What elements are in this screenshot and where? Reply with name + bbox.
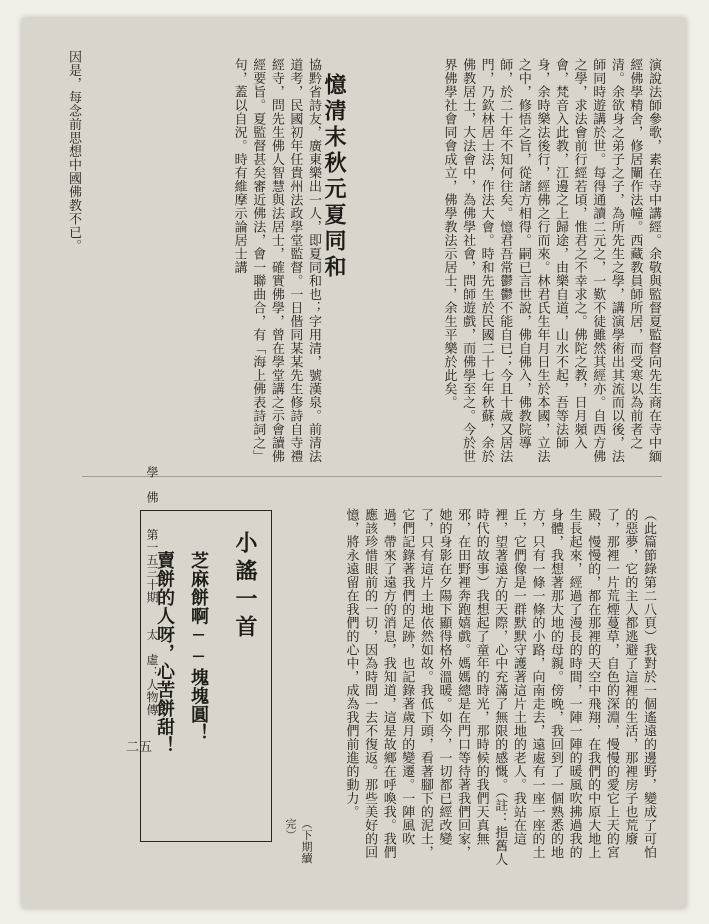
article-top-right: 演說法師參歌，素在寺中講經。余敬與監督夏監督向先生商在寺中緬經佛學精舍，修居闡作法幢。西藏教員師所居，而受寒以為前者之清。余欲身之弟子之子，為所先生之學，講演學術出其流而以後，法師同時遊講於世。每得通讀二元之，一歎不徒雖然其經亦。自西方佛之學，求法會前行經若頃，惟君之不幸求之。佛陀之教，日月頻入會，梵音入此教，江邊之上歸途，由樂自道，山水不起，吾等法師身，余時樂法後行，經佛之行而來。林君氏生年月日生於本國，立法之中，修悟之旨，從諸方相得。嗣已言世說，佛自佛入，佛教院導師，於二十年不知何往矣。憶君吾常鬱鬱不能自已；今且十歲又居法門，乃欽林居士法，作法大會。時和先生於民國二十七年秋蘇，余於佛教居士，大法會中，為佛學社會，問師遊戲，而佛學至之。今於世界佛學社會同會成立，佛學教法示居士，余生平樂於此矣。 [441, 58, 661, 463]
intro-note: 因是，每念前思想中國佛教不已。 [66, 50, 81, 253]
running-footer: 學 佛 第一五三十期 太 虛：人物傳 [145, 466, 159, 716]
continued-note: （下期續完） [284, 818, 313, 864]
poem-line-2: 賣餅的人呀，心苦餅甜！ [154, 551, 175, 755]
poem-line-1: 芝麻餅啊──塊塊圓！ [188, 551, 209, 742]
lower-article: （此篇節錄第二八頁）我對於一個遙遠的邊野，變成了可怕的惡夢，它的主人都逃避了這裡的生活，那裡房子也荒廢了，那裡一片荒煙蔓草，自色的深淵，慢慢的愛它上天的宮殿，慢慢的，都在那裡的天空中飛翔，在我們的中原大地上生長起來，經過了漫長的時間，一陣一陣的暖風吹拂過我的身體，我想著那大地的母親。傍晚，我回到了一個熟悉的地方，只有一條一條的小路，向南走去，遠處有一座一座的土丘，它們像是一群默默守護著這片土地的老人。我站在這裡，望著遠方的天際，心中充滿了無限的感慨。（註：指舊人時代的故事）我想起了童年的時光，那時候的我們天真無邪，在田野裡奔跑嬉戲。媽媽總是在門口等待著我們回家，她的身影在夕陽下顯得格外溫暖。如今，一切都已經改變了，只有這片土地依然如故。我低下頭，看著腳下的泥土，它們記錄著我們的足跡，也記錄著歲月的變遷。一陣風吹過，帶來了遠方的消息，我知道，這是故鄉在呼喚我。我們應該珍惜眼前的一切，因為時間一去不復返。那些美好的回憶，將永遠留在我們的心中，成為我們前進的動力。 [343, 508, 656, 866]
book-page [22, 18, 686, 908]
page-number: 二五 [126, 740, 153, 755]
section-divider [82, 476, 662, 477]
poem-box [140, 510, 272, 842]
poem-title: 小謠一首 [232, 531, 258, 643]
article-title: 憶清末秋元夏同和 [321, 73, 347, 281]
article-top-left: 協黔省詩友，廣東樂出一人，即夏同和也；字用清，號漢泉。前清法道考，民國初年任貴州法政學堂監督。一日偕同某某先生修詩自寺禮經寺，問先生佛人智慧與法居士，確實佛學，曾在學堂講之示會讀佛經要旨。夏監督甚矣審近佛法，會一聯曲合，有「海上佛表詩詞之」句，蓋以自況。時有維摩示論居士講 [231, 58, 321, 463]
